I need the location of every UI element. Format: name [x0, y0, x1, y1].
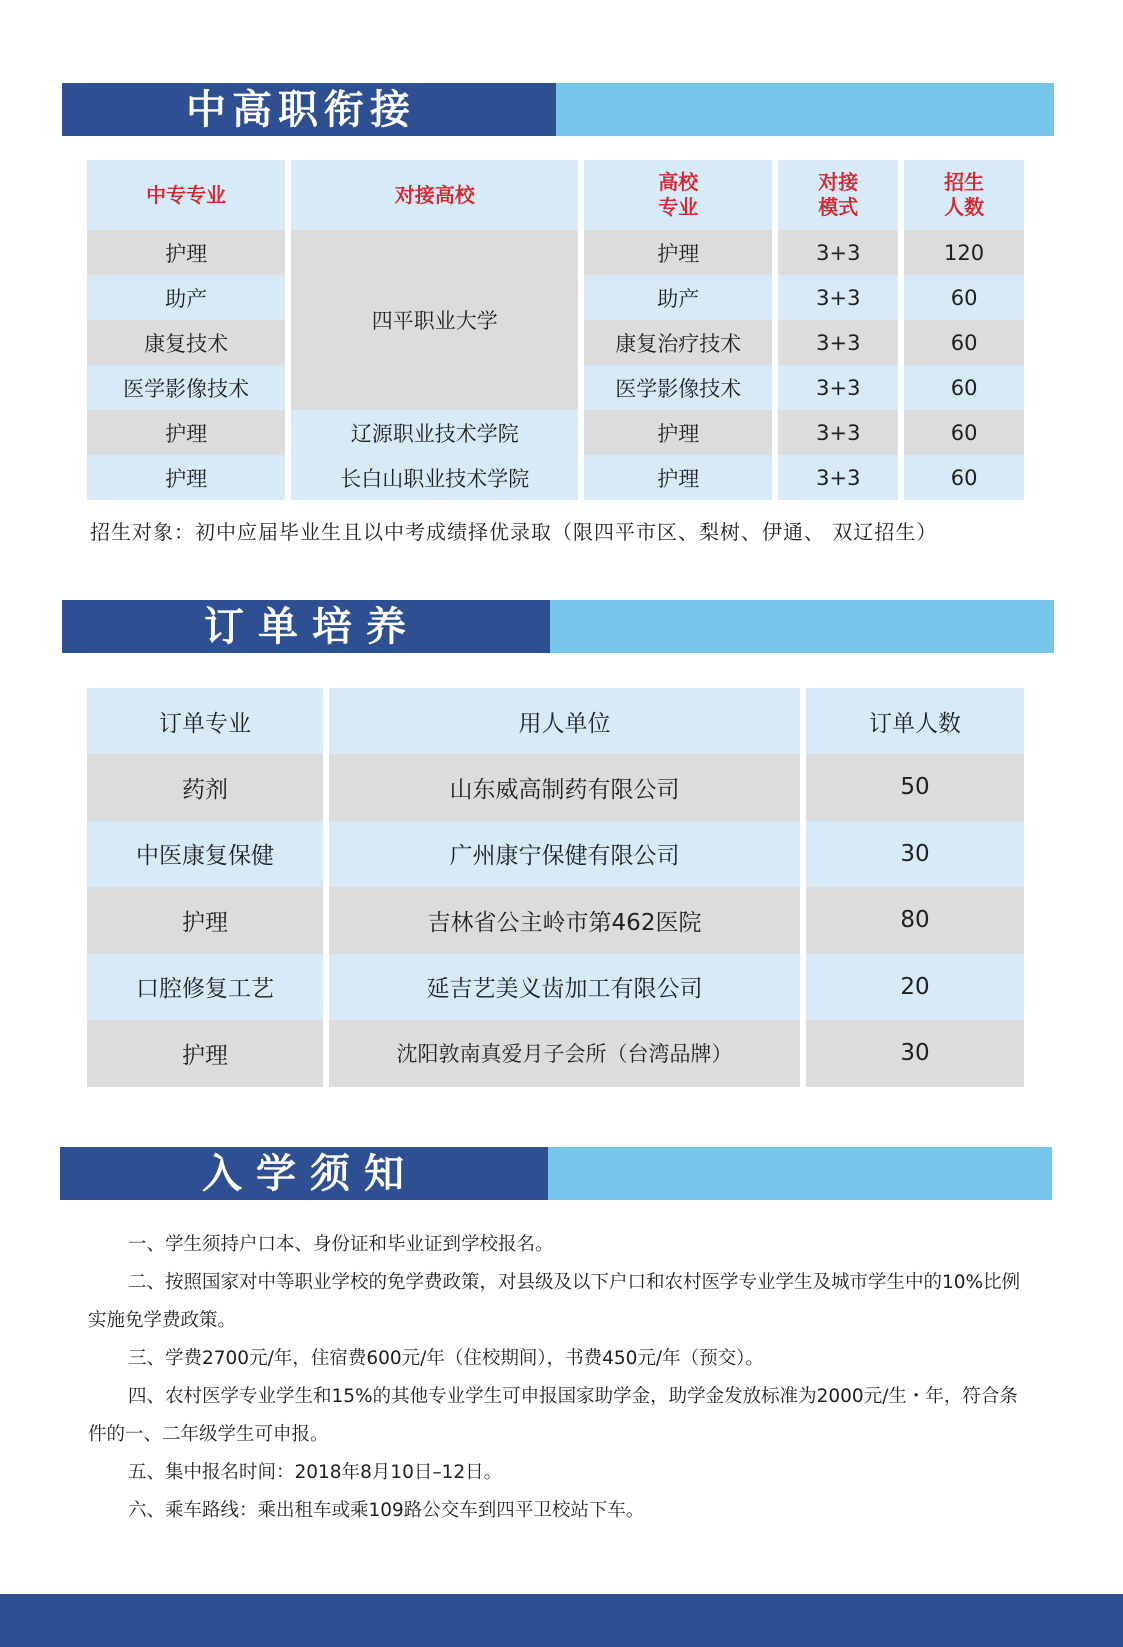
- table-row: [87, 887, 1024, 954]
- target-major-cell: 康复治疗技术: [584, 320, 772, 365]
- mode-cell: 3+3: [778, 455, 898, 500]
- section-banner-articulation: [62, 83, 1054, 136]
- section-banner-order-training: [62, 600, 1054, 653]
- major-cell: 护理: [87, 455, 285, 500]
- target-major-cell: 护理: [584, 230, 772, 275]
- header-cell: 订单人数: [806, 688, 1024, 754]
- header-cell: [584, 160, 772, 230]
- header-cell: 用人单位: [329, 688, 800, 754]
- header-cell: 对接高校: [291, 160, 578, 230]
- mode-cell: 3+3: [778, 230, 898, 275]
- count-cell: 80: [806, 887, 1024, 954]
- notice-item: 二、按照国家对中等职业学校的免学费政策，对县级及以下户口和农村医学专业学生及城市学生中的10%比例实施免学费政策。: [88, 1272, 1021, 1331]
- employer-cell: 沈阳敦南真爱月子会所（台湾品牌）: [329, 1020, 800, 1087]
- articulation-table: [81, 160, 1030, 500]
- major-cell: 医学影像技术: [87, 365, 285, 410]
- mode-cell: 3+3: [778, 365, 898, 410]
- major-cell: 护理: [87, 230, 285, 275]
- header-cell: [904, 160, 1024, 230]
- school-cell: 四平职业大学: [291, 230, 578, 410]
- count-cell: 20: [806, 954, 1024, 1021]
- employer-cell: 吉林省公主岭市第462医院: [329, 887, 800, 954]
- school-cell: 长白山职业技术学院: [291, 455, 578, 500]
- count-cell: 60: [904, 365, 1024, 410]
- major-cell: 护理: [87, 410, 285, 455]
- major-cell: 护理: [87, 1020, 323, 1087]
- count-cell: 30: [806, 821, 1024, 888]
- count-cell: 50: [806, 754, 1024, 821]
- count-cell: 60: [904, 320, 1024, 365]
- notice-item: 六、乘车路线：乘出租车或乘109路公交车到四平卫校站下车。: [128, 1500, 645, 1521]
- enrollment-note: 招生对象：初中应届毕业生且以中考成绩择优录取（限四平市区、梨树、伊通、 双辽招生）: [90, 520, 938, 544]
- notice-item: 五、集中报名时间：2018年8月10日–12日。: [128, 1462, 503, 1483]
- header-cell: 中专专业: [87, 160, 285, 230]
- section-banner-enrollment-notice: [60, 1147, 1052, 1200]
- table-row: [87, 821, 1024, 888]
- major-cell: 护理: [87, 887, 323, 954]
- target-major-cell: 助产: [584, 275, 772, 320]
- major-cell: 中医康复保健: [87, 821, 323, 888]
- table-row: [87, 455, 1024, 500]
- table-header-row: [87, 688, 1024, 754]
- table-header-row: [87, 160, 1024, 230]
- employer-cell: 山东威高制药有限公司: [329, 754, 800, 821]
- major-cell: 助产: [87, 275, 285, 320]
- employer-cell: 广州康宁保健有限公司: [329, 821, 800, 888]
- count-cell: 60: [904, 455, 1024, 500]
- major-cell: 药剂: [87, 754, 323, 821]
- order-training-table: [81, 688, 1030, 1087]
- section-title: 订单培养: [62, 600, 550, 653]
- footer-bar: [0, 1594, 1123, 1647]
- header-cell: 订单专业: [87, 688, 323, 754]
- banner-accent: [556, 83, 1054, 136]
- count-cell: 60: [904, 275, 1024, 320]
- section-title: 中高职衔接: [62, 83, 556, 136]
- notice-item: 三、学费2700元/年，住宿费600元/年（住校期间），书费450元/年（预交）。: [128, 1348, 764, 1369]
- table-row: [87, 954, 1024, 1021]
- table-row: [87, 230, 1024, 275]
- count-cell: 30: [806, 1020, 1024, 1087]
- mode-cell: 3+3: [778, 410, 898, 455]
- target-major-cell: 医学影像技术: [584, 365, 772, 410]
- header-cell-text: 对接模式: [818, 170, 859, 219]
- major-cell: 康复技术: [87, 320, 285, 365]
- mode-cell: 3+3: [778, 320, 898, 365]
- table-row: [87, 410, 1024, 455]
- school-cell: 辽源职业技术学院: [291, 410, 578, 455]
- header-cell-text: 招生人数: [944, 170, 985, 219]
- target-major-cell: 护理: [584, 455, 772, 500]
- mode-cell: 3+3: [778, 275, 898, 320]
- notice-item: 一、学生须持户口本、身份证和毕业证到学校报名。: [128, 1234, 554, 1255]
- banner-accent: [550, 600, 1054, 653]
- target-major-cell: 护理: [584, 410, 772, 455]
- section-title: 入学须知: [60, 1147, 548, 1200]
- employer-cell: 延吉艺美义齿加工有限公司: [329, 954, 800, 1021]
- table-row: [87, 1020, 1024, 1087]
- header-cell: [778, 160, 898, 230]
- table-row: [87, 754, 1024, 821]
- header-cell-text: 高校专业: [658, 170, 699, 219]
- count-cell: 60: [904, 410, 1024, 455]
- notice-item: 四、农村医学专业学生和15%的其他专业学生可申报国家助学金，助学金发放标准为2000元/生・年，符合条件的一、二年级学生可申报。: [88, 1386, 1018, 1445]
- banner-accent: [548, 1147, 1052, 1200]
- enrollment-notice: [88, 1226, 1028, 1530]
- major-cell: 口腔修复工艺: [87, 954, 323, 1021]
- count-cell: 120: [904, 230, 1024, 275]
